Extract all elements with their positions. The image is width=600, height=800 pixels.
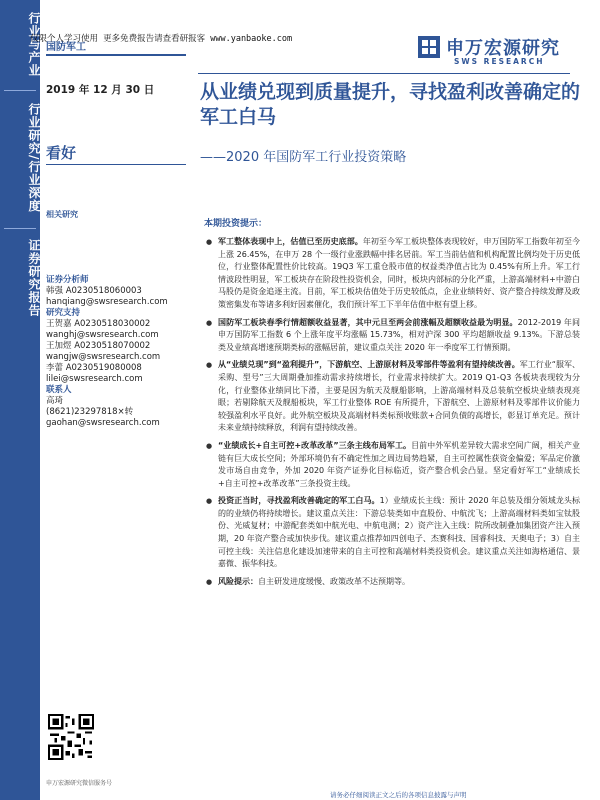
bullet-text: 军工行业“服军、采购、型号”三大周期叠加推动需求持续增长，行业需求持续扩大。2019 Q1-Q3 各板块表现较为分化，行业整体业绩同比下滑，主要是因为航天及舰船影响，上游高端材料及总装航空板块业绩表现亮眼；若剔除航天及舰船板块，军工行业整体 ROE 有所提升，下游航空、上游原材料及零部件议价能力较强盈利水平良好。此外航空板块及高端材料类标预收账款+合同负债的高增长，彰显订单充足。预计未来业绩持续释放，利润有望持续改善。 <box>218 360 580 433</box>
header-rule <box>198 73 570 74</box>
sidebar-label-research-type: 行业研究/行业深度 <box>27 103 41 213</box>
bullet-lead: 风险提示： <box>218 576 258 586</box>
qr-caption: 申万宏源研究微信服务号 <box>46 780 113 787</box>
list-item <box>204 495 580 571</box>
sidebar-divider <box>4 228 36 229</box>
highlights-heading: 本期投资提示： <box>204 219 268 229</box>
analyst-name: 韩强 A0230518060003 <box>46 286 142 296</box>
bullet-text: 年初至今军工板块整体表现较好，申万国防军工指数年初至今上涨 26.45%，在申万 28 个一级行业涨跌幅中排名居前。军工当前估值和机构配置比例均处于历史低位，行业整体配置性价比较高。19Q3 军工重仓股市值的权益类净值占比为 0.45%有所上升。军工行情波段性明显，军工板块存在阶段性投资机会，同时，板块内部标的分化严重，上游高端材料+中游白马股仍是资金追逐主流。目前，军工板块估值处于历史较低点，企业业绩转好、资产整合持续发酵及政策密集发布等诸多利好因素催化，我们预计军工下半年估值中枢有望上移。 <box>218 237 581 309</box>
list-item <box>204 576 580 589</box>
support-heading: 研究支持 <box>46 308 81 318</box>
report-subtitle: ——2020 年国防军工行业投资策略 <box>200 150 407 165</box>
contact-email[interactable]: gaohan@swsresearch.com <box>46 418 160 428</box>
sidebar-label-securities-report: 证券研究报告 <box>27 239 41 317</box>
left-sidebar <box>0 0 40 800</box>
contact-heading: 联系人 <box>46 385 72 395</box>
highlights-list <box>204 236 580 593</box>
bullet-lead: 投资正当时，寻找盈利改善确定的军工白马。 <box>218 496 380 506</box>
bullet-lead: 国防军工板块春季行情超额收益显著，其中元旦至两会前涨幅及超额收益最为明显。 <box>218 317 518 327</box>
list-item <box>204 440 580 490</box>
rating-label: 看好 <box>46 144 77 162</box>
support-name: 王贺嘉 A0230518030002 <box>46 319 151 329</box>
report-title: 从业绩兑现到质量提升，寻找盈利改善确定的军工白马 <box>200 81 581 128</box>
bullet-text: 2012-2019 年间申万国防军工指数 6 个上涨年度平均涨幅 15.73%，相对沪深 300 平均超额收益 9.13%。下游总装类及业绩高增速预期类标的涨幅居前，建议重点关注 2020 年一季度军工行情预期。 <box>218 317 581 352</box>
bullet-text: 自主研发进度缓慢、政策改革不达预期等。 <box>258 576 410 586</box>
bullet-lead: 从“业绩兑现”到“盈利提升”，下游航空、上游原材料及零部件等盈利有望持续改善。 <box>218 360 520 370</box>
logo-english-name: SWS RESEARCH <box>454 57 545 66</box>
bullet-lead: 军工整体表现中上，估值已至历史底部。 <box>218 237 363 246</box>
list-item <box>204 359 580 435</box>
sidebar-label-industry: 行业与产业 <box>27 11 41 77</box>
industry-tag: 国防军工 <box>46 42 86 53</box>
bullet-text: 目前中外军机差异较大需求空间广阔，相关产业链有巨大成长空间；外部环境仍有不确定性加之周边局势趋紧，自主可控属性获资金偏爱；军品定价激发市场自由竞争，外加 2020 年资产证券化目标临近，资产整合机会凸显。坚定看好军工“业绩成长+自主可控+改革改革”三条投资主线。 <box>218 440 580 488</box>
bullet-text: 1）业绩成长主线：预计 2020 年总装及细分领域龙头标的的业绩仍将持续增长。建议重点关注：下游总装类如中直股份、中航沈飞；上游高端材料类如宝钛股份、光威复材；中游配套类如中航光电、中航电测；2）资产注入主线：院所改制叠加集团资产注入预期，20 年资产整合或加快步伐。建议重点推荐如四创电子、杰赛科技、国睿科技、天奥电子；3）自主可控主线：关注信息化建设加速带来的自主可控和高端材料类投资机会。建议重点关注如海格通信、景嘉微、振华科技。 <box>218 496 580 569</box>
support-email[interactable]: lilei@swsresearch.com <box>46 374 143 384</box>
list-item <box>204 317 580 355</box>
footer-disclaimer: 请务必仔细阅读正文之后的各项信息披露与声明 <box>330 791 467 799</box>
contact-name: 高琦 <box>46 396 64 406</box>
analyst-email[interactable]: hanqiang@swsresearch.com <box>46 297 168 307</box>
report-date: 2019 年 12 月 30 日 <box>46 84 155 96</box>
support-name: 李蕾 A0230519080008 <box>46 363 142 373</box>
rating-underline <box>46 164 186 165</box>
support-email[interactable]: wanghj@swsresearch.com <box>46 330 159 340</box>
related-research-label: 相关研究 <box>46 210 78 219</box>
logo-chinese-name: 申万宏源研究 <box>446 38 560 59</box>
sws-logo-icon <box>418 36 440 58</box>
contact-phone: (8621)23297818×转 <box>46 407 134 417</box>
tag-underline <box>46 54 186 56</box>
list-item <box>204 236 580 312</box>
support-email[interactable]: wangjw@swsresearch.com <box>46 352 161 362</box>
sidebar-divider <box>4 90 36 91</box>
analysts-heading: 证券分析师 <box>46 275 89 285</box>
qr-code-icon <box>48 714 94 760</box>
bullet-lead: “业绩成长+自主可控+改革改革”三条主线布局军工。 <box>218 440 412 450</box>
contacts-panel <box>46 275 196 429</box>
support-name: 王加煜 A0230518070002 <box>46 341 151 351</box>
watermark-text: 仅限个人学习使用 更多免费报告请查看研报客 www.yanbaoke.com <box>30 34 293 44</box>
